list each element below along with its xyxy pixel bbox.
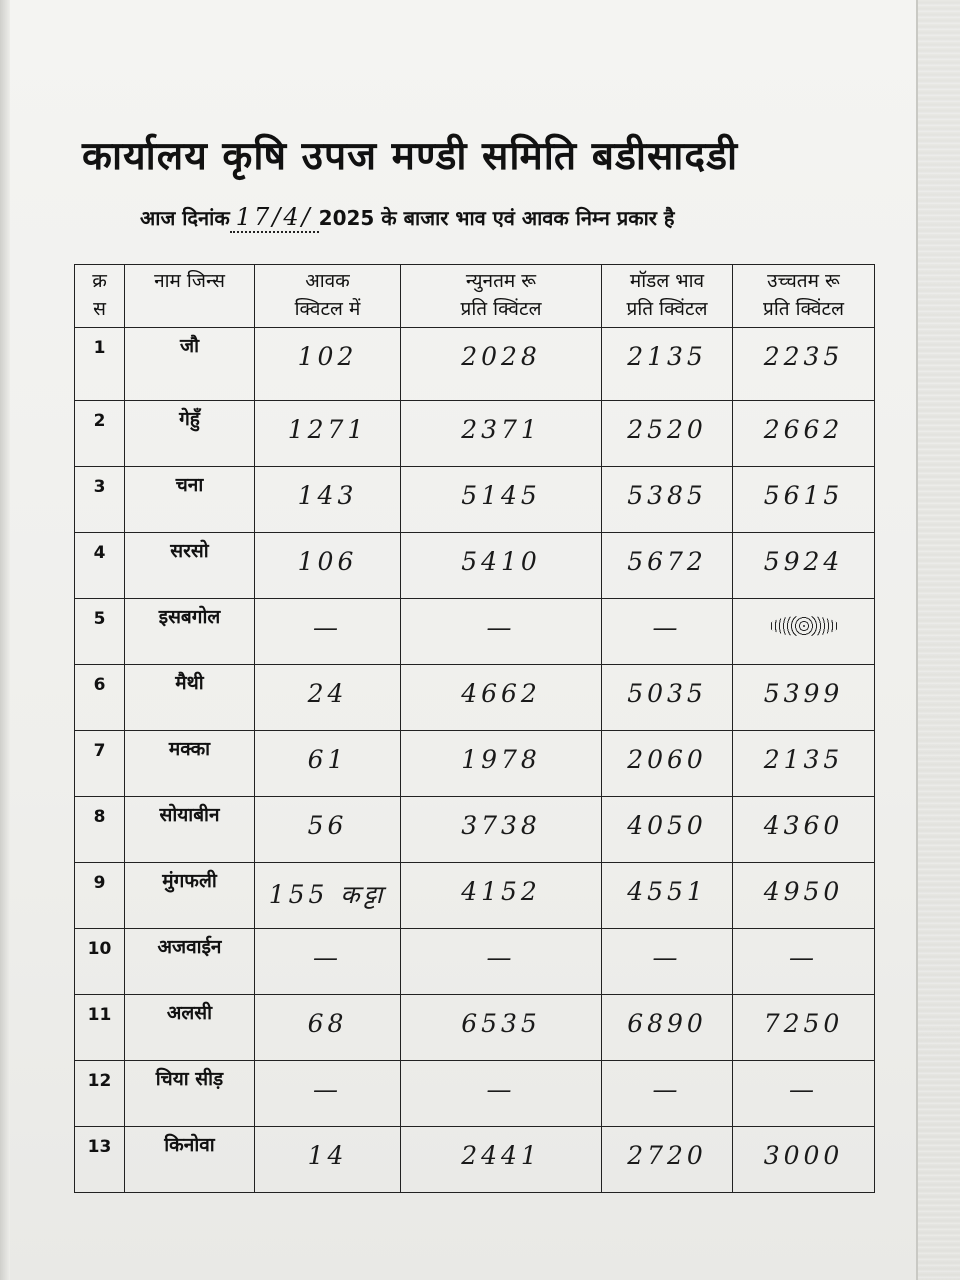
modal-price: 5672 — [602, 533, 733, 599]
max-price: 2135 — [733, 731, 875, 797]
serial-number: 1 — [75, 328, 125, 401]
min-price: 2371 — [401, 401, 602, 467]
arrival-quintal: — — [255, 599, 401, 665]
modal-price: 2520 — [602, 401, 733, 467]
commodity-name: अलसी — [125, 995, 255, 1061]
min-price: 5145 — [401, 467, 602, 533]
serial-number: 6 — [75, 665, 125, 731]
serial-number: 10 — [75, 929, 125, 995]
header-row — [75, 265, 875, 328]
serial-number: 4 — [75, 533, 125, 599]
serial-number: 2 — [75, 401, 125, 467]
max-price — [733, 599, 875, 665]
commodity-name: मैथी — [125, 665, 255, 731]
min-price: 2028 — [401, 328, 602, 401]
date-line — [140, 203, 860, 233]
min-price: 1978 — [401, 731, 602, 797]
serial-number: 7 — [75, 731, 125, 797]
modal-price: 5385 — [602, 467, 733, 533]
header-arrival: आवक क्विटल में — [255, 265, 401, 328]
commodity-name: गेहुँ — [125, 401, 255, 467]
modal-price: 5035 — [602, 665, 733, 731]
min-price: 4152 — [401, 863, 602, 929]
market-rates-table — [74, 264, 875, 1193]
modal-price: 4551 — [602, 863, 733, 929]
header-name: नाम जिन्स — [125, 265, 255, 328]
serial-number: 9 — [75, 863, 125, 929]
table-row — [75, 863, 875, 929]
modal-price: — — [602, 599, 733, 665]
table-row — [75, 1061, 875, 1127]
office-title: कार्यालय कृषि उपज मण्डी समिति बडीसादडी — [82, 134, 739, 179]
table-row — [75, 533, 875, 599]
header-max-price: उच्चतम रू प्रति क्विंटल — [733, 265, 875, 328]
modal-price: 4050 — [602, 797, 733, 863]
modal-price: 2135 — [602, 328, 733, 401]
modal-price: 6890 — [602, 995, 733, 1061]
serial-number: 3 — [75, 467, 125, 533]
paper-left-edge — [0, 0, 10, 1280]
table-row — [75, 731, 875, 797]
table-row — [75, 401, 875, 467]
max-price: 7250 — [733, 995, 875, 1061]
max-price: 4950 — [733, 863, 875, 929]
arrival-quintal: 155 कट्टा — [255, 863, 401, 929]
arrival-quintal: 1271 — [255, 401, 401, 467]
arrival-quintal: 106 — [255, 533, 401, 599]
max-price: — — [733, 929, 875, 995]
table-row — [75, 797, 875, 863]
paper-fold-line — [916, 0, 918, 1280]
arrival-quintal: — — [255, 1061, 401, 1127]
modal-price: — — [602, 929, 733, 995]
commodity-name: मक्का — [125, 731, 255, 797]
max-price: 4360 — [733, 797, 875, 863]
arrival-quintal: 61 — [255, 731, 401, 797]
arrival-quintal: 14 — [255, 1127, 401, 1193]
commodity-name: सोयाबीन — [125, 797, 255, 863]
max-price: 5924 — [733, 533, 875, 599]
handwritten-date: 17/4/ — [230, 203, 319, 233]
table-row — [75, 467, 875, 533]
modal-price: 2720 — [602, 1127, 733, 1193]
min-price: 6535 — [401, 995, 602, 1061]
arrival-quintal: — — [255, 929, 401, 995]
commodity-name: इसबगोल — [125, 599, 255, 665]
max-price: 2662 — [733, 401, 875, 467]
max-price: 2235 — [733, 328, 875, 401]
max-price: 5615 — [733, 467, 875, 533]
header-modal-price: मॉडल भाव प्रति क्विंटल — [602, 265, 733, 328]
commodity-name: किनोवा — [125, 1127, 255, 1193]
arrival-quintal: 68 — [255, 995, 401, 1061]
commodity-name: सरसो — [125, 533, 255, 599]
table-row — [75, 995, 875, 1061]
max-price: 5399 — [733, 665, 875, 731]
min-price: 3738 — [401, 797, 602, 863]
date-suffix: के बाजार भाव एवं आवक निम्न प्रकार है — [374, 206, 675, 230]
table-row — [75, 1127, 875, 1193]
min-price: 5410 — [401, 533, 602, 599]
arrival-quintal: 56 — [255, 797, 401, 863]
header-min-price: न्युनतम रू प्रति क्विंटल — [401, 265, 602, 328]
arrival-quintal: 102 — [255, 328, 401, 401]
min-price: 4662 — [401, 665, 602, 731]
commodity-name: चिया सीड़ — [125, 1061, 255, 1127]
table-row — [75, 599, 875, 665]
paper-right-edge — [918, 0, 960, 1280]
commodity-name: जौ — [125, 328, 255, 401]
serial-number: 5 — [75, 599, 125, 665]
serial-number: 8 — [75, 797, 125, 863]
arrival-quintal: 24 — [255, 665, 401, 731]
serial-number: 11 — [75, 995, 125, 1061]
max-price: 3000 — [733, 1127, 875, 1193]
min-price: — — [401, 599, 602, 665]
max-price: — — [733, 1061, 875, 1127]
table-row — [75, 929, 875, 995]
table-row — [75, 665, 875, 731]
modal-price: 2060 — [602, 731, 733, 797]
serial-number: 12 — [75, 1061, 125, 1127]
date-year: 2025 — [318, 206, 375, 230]
min-price: 2441 — [401, 1127, 602, 1193]
date-prefix: आज दिनांक — [140, 206, 230, 230]
modal-price: — — [602, 1061, 733, 1127]
arrival-quintal: 143 — [255, 467, 401, 533]
commodity-name: अजवाईन — [125, 929, 255, 995]
commodity-name: मुंगफली — [125, 863, 255, 929]
scribble-mark — [769, 616, 839, 636]
commodity-name: चना — [125, 467, 255, 533]
serial-number: 13 — [75, 1127, 125, 1193]
table-row — [75, 328, 875, 401]
min-price: — — [401, 1061, 602, 1127]
header-sr: क्र स — [75, 265, 125, 328]
min-price: — — [401, 929, 602, 995]
